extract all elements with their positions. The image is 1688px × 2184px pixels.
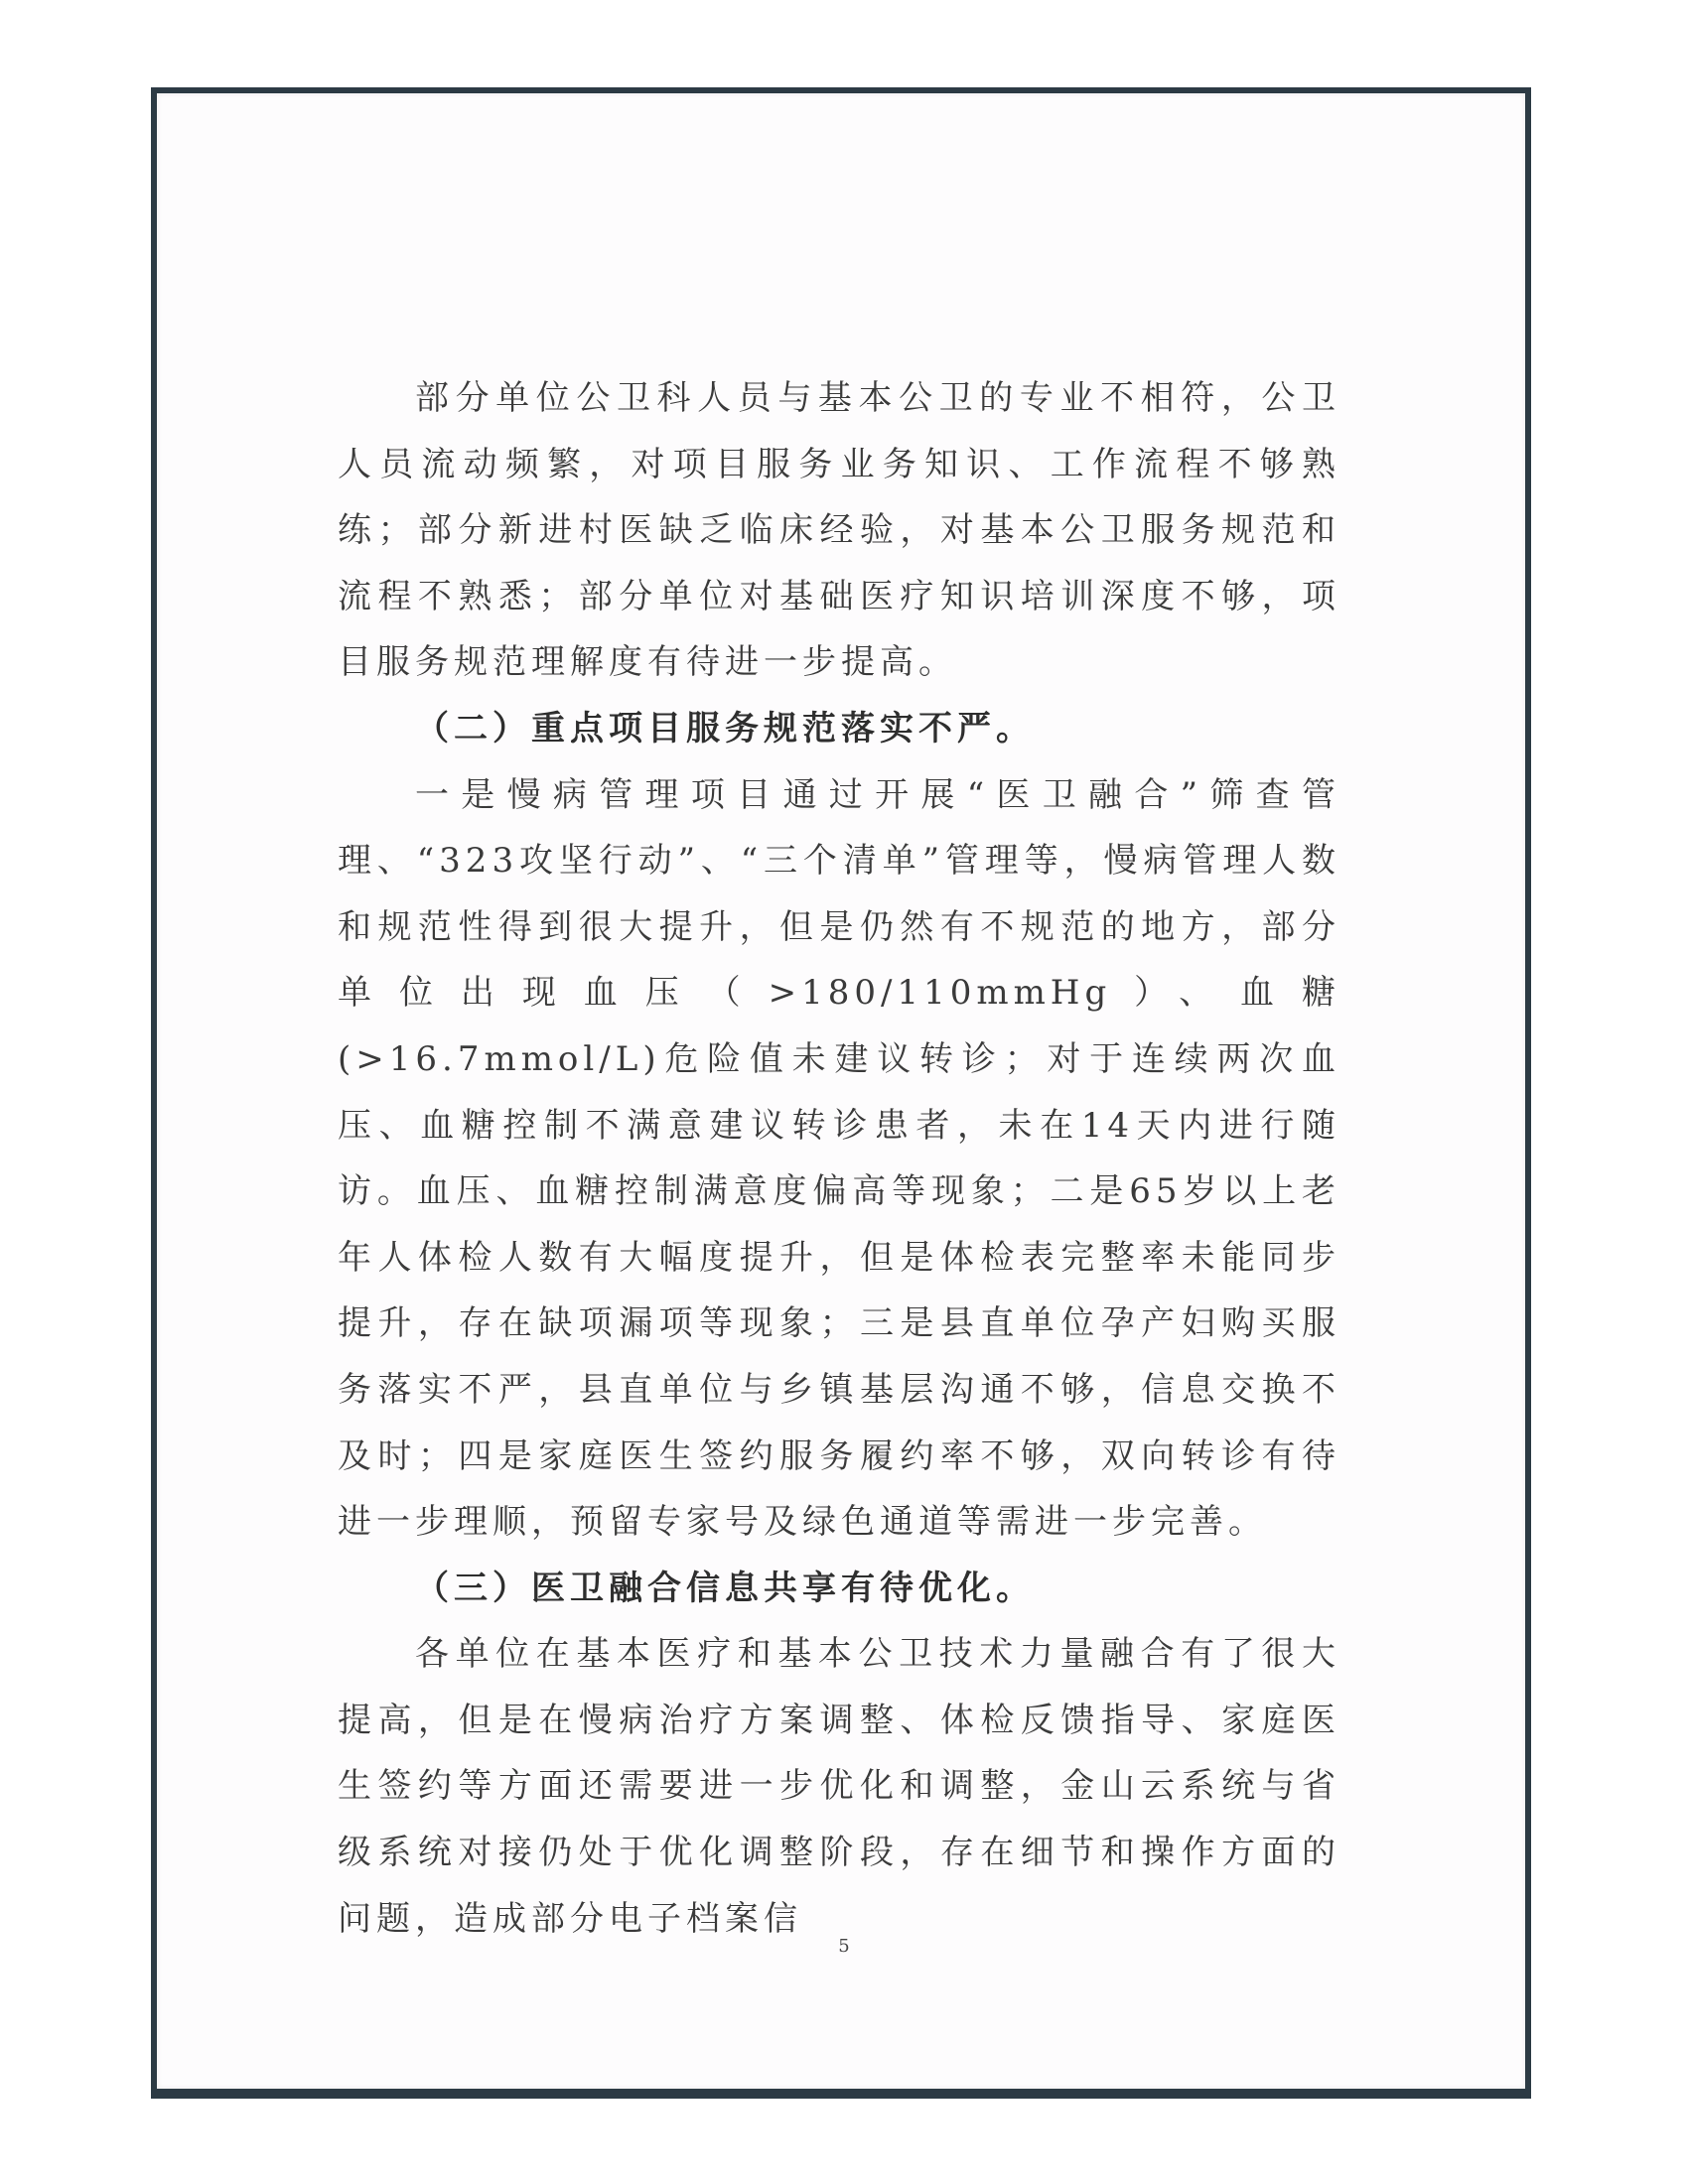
section-heading-2: （二）重点项目服务规范落实不严。: [415, 708, 1035, 749]
paragraph-info-sharing: 各单位在基本医疗和基本公卫技术力量融合有了很大提高，但是在慢病治疗方案调整、体检反馈指导、家庭医生签约等方面还需要进一步优化和调整，金山云系统与省级系统对接仍处于优化调整阶段，存在细节和操作方面的问题，造成部分电子档案信: [338, 1634, 1340, 1939]
paragraph-staff-issues: 部分单位公卫科人员与基本公卫的专业不相符，公卫人员流动频繁，对项目服务业务知识、工作流程不够熟练；部分新进村医缺乏临床经验，对基本公卫服务规范和流程不熟悉；部分单位对基础医疗知识培训深度不够，项目服务规范理解度有待进一步提高。: [338, 378, 1340, 683]
page-number: 5: [838, 1936, 850, 1957]
document-body: [338, 365, 1340, 1952]
paragraph-service-issues: 一是慢病管理项目通过开展“医卫融合”筛查管理、“323攻坚行动”、“三个清单”管理等，慢病管理人数和规范性得到很大提升，但是仍然有不规范的地方，部分单位出现血压（>180/110mmHg）、血糖(>16.7mmol/L)危险值未建议转诊；对于连续两次血压、血糖控制不满意建议转诊患者，未在14天内进行随访。血压、血糖控制满意度偏高等现象；二是65岁以上老年人体检人数有大幅度提升，但是体检表完整率未能同步提升，存在缺项漏项等现象；三是县直单位孕产妇购买服务落实不严，县直单位与乡镇基层沟通不够，信息交换不及时；四是家庭医生签约服务履约率不够，双向转诊有待进一步理顺，预留专家号及绿色通道等需进一步完善。: [338, 774, 1340, 1543]
section-heading-3: （三）医卫融合信息共享有待优化。: [415, 1568, 1035, 1608]
